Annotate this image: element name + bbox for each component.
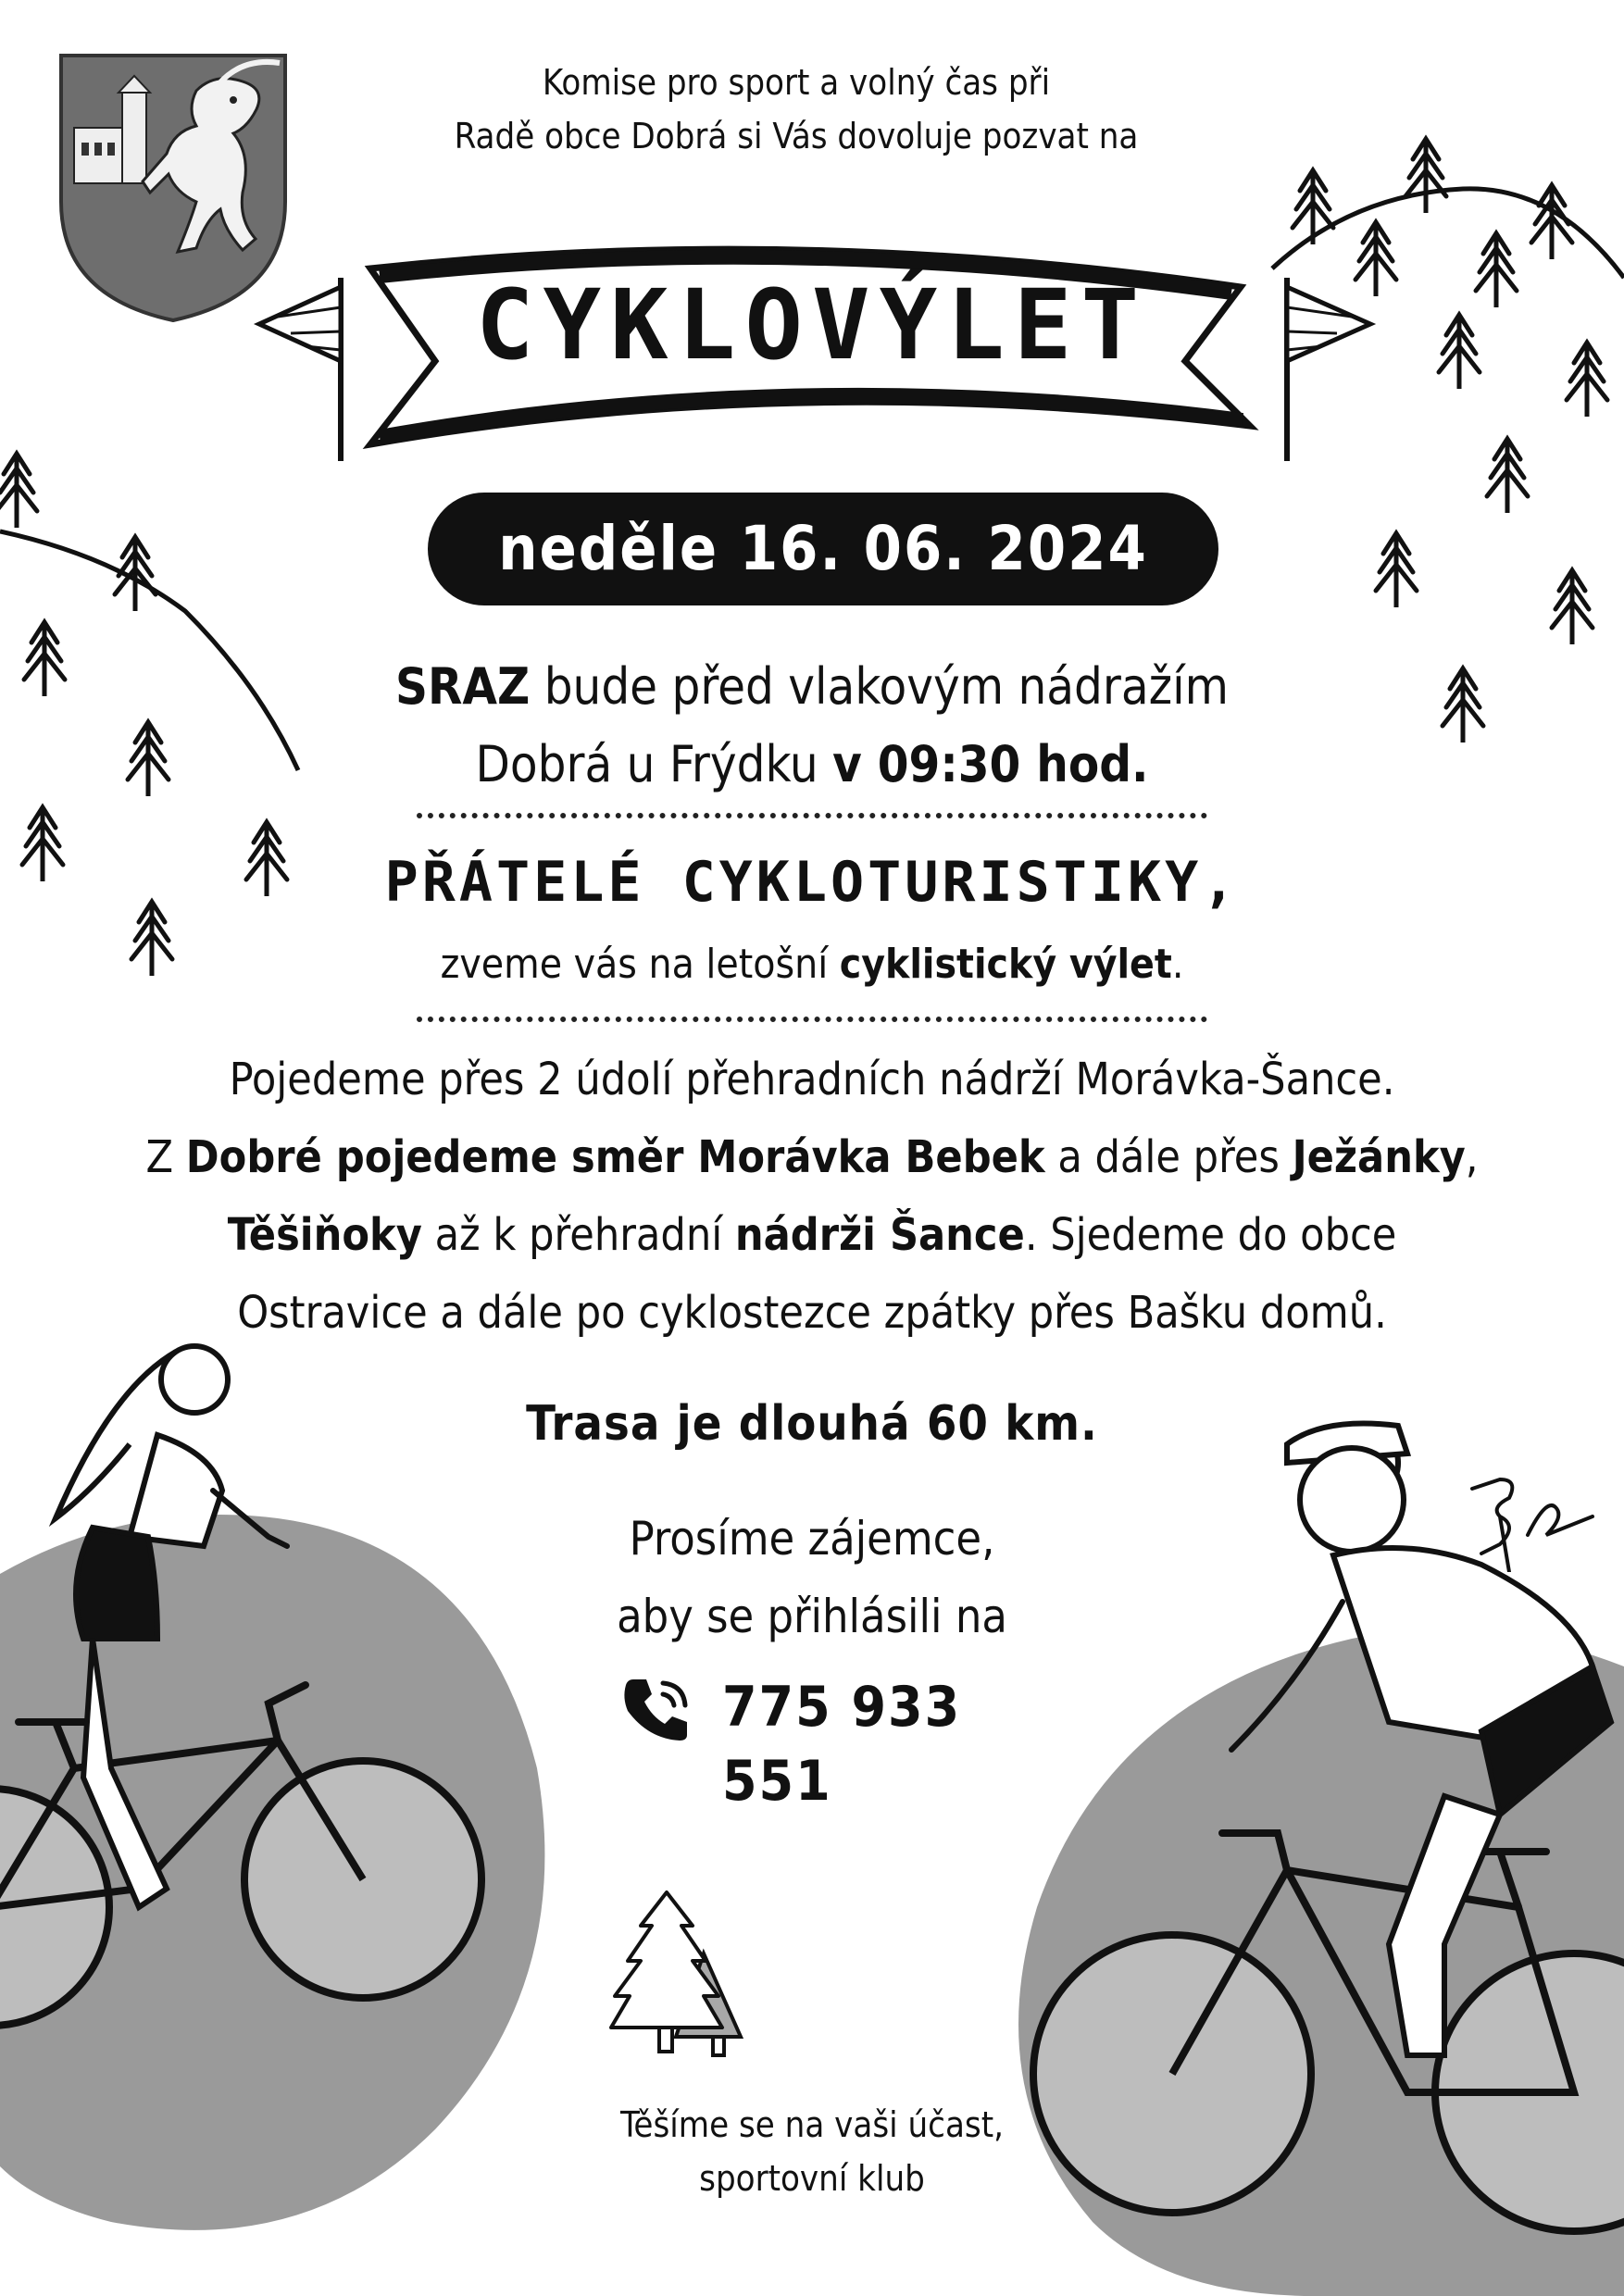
intro-line-1: Komise pro sport a volný čas při: [542, 62, 1051, 103]
banner-title: CYKLOVÝLET: [475, 268, 1149, 381]
route-l3-b: až k přehradní: [421, 1209, 735, 1261]
route-l2-e: ,: [1465, 1131, 1479, 1183]
route-l3-d: . Sjedeme do obce: [1024, 1209, 1397, 1261]
friends-title: PŘÁTELÉ CYKLOTURISTIKY,: [384, 850, 1240, 915]
meeting-line-1-rest: bude před vlakovým nádražím: [530, 657, 1229, 716]
dotted-divider-bottom: [417, 1017, 1207, 1022]
invite-end: .: [1171, 941, 1184, 988]
event-date: neděle 16. 06. 2024: [428, 493, 1218, 605]
route-l2-d: Ježánky: [1292, 1131, 1466, 1183]
meeting-line-2: [0, 726, 1624, 804]
signup-line-1: Prosíme zájemce,: [629, 1512, 995, 1566]
intro-line-2: Radě obce Dobrá si Vás dovoluje pozvat na: [454, 116, 1139, 156]
route-l3-c: nádrži Šance: [734, 1209, 1025, 1261]
route-description: [0, 1041, 1624, 1352]
meeting-lead: SRAZ: [395, 657, 531, 716]
dotted-divider-top: [417, 813, 1207, 818]
meeting-info: [0, 648, 1624, 804]
meeting-time: v 09:30 hod.: [832, 735, 1149, 793]
phone-number[interactable]: 775 933 551: [722, 1675, 962, 1814]
route-line-3: [0, 1196, 1624, 1274]
meeting-line-1: [0, 648, 1624, 726]
invite-bold: cyklistický výlet: [839, 941, 1172, 988]
invite-start: zveme vás na letošní: [440, 941, 840, 988]
route-line-2: [0, 1118, 1624, 1196]
route-l2-a: Z: [145, 1131, 186, 1183]
route-line-1: Pojedeme přes 2 údolí přehradních nádrží Morávka-Šance.: [229, 1054, 1395, 1105]
footer-line-2: sportovní klub: [699, 2158, 925, 2199]
route-line-4: Ostravice a dále po cyklostezce zpátky přes Bašku domů.: [237, 1287, 1387, 1339]
phone-row: [620, 1670, 1046, 1814]
route-l3-a: Těšiňoky: [227, 1209, 422, 1261]
footer-line-1: Těšíme se na vaši účast,: [620, 2104, 1004, 2145]
footer-text: [0, 2098, 1624, 2205]
signup-text: [0, 1500, 1624, 1655]
signup-line-2: aby se přihlásili na: [617, 1590, 1007, 1643]
route-l2-b: Dobré pojedeme směr Morávka Bebek: [185, 1131, 1045, 1183]
meeting-place: Dobrá u Frýdku: [475, 735, 833, 793]
route-l2-c: a dále přes: [1044, 1131, 1293, 1183]
invite-line: [0, 941, 1624, 988]
pine-trees-icon: [602, 1889, 787, 2074]
route-distance: Trasa je dlouhá 60 km.: [526, 1396, 1098, 1452]
phone-ringing-icon: [620, 1674, 694, 1742]
